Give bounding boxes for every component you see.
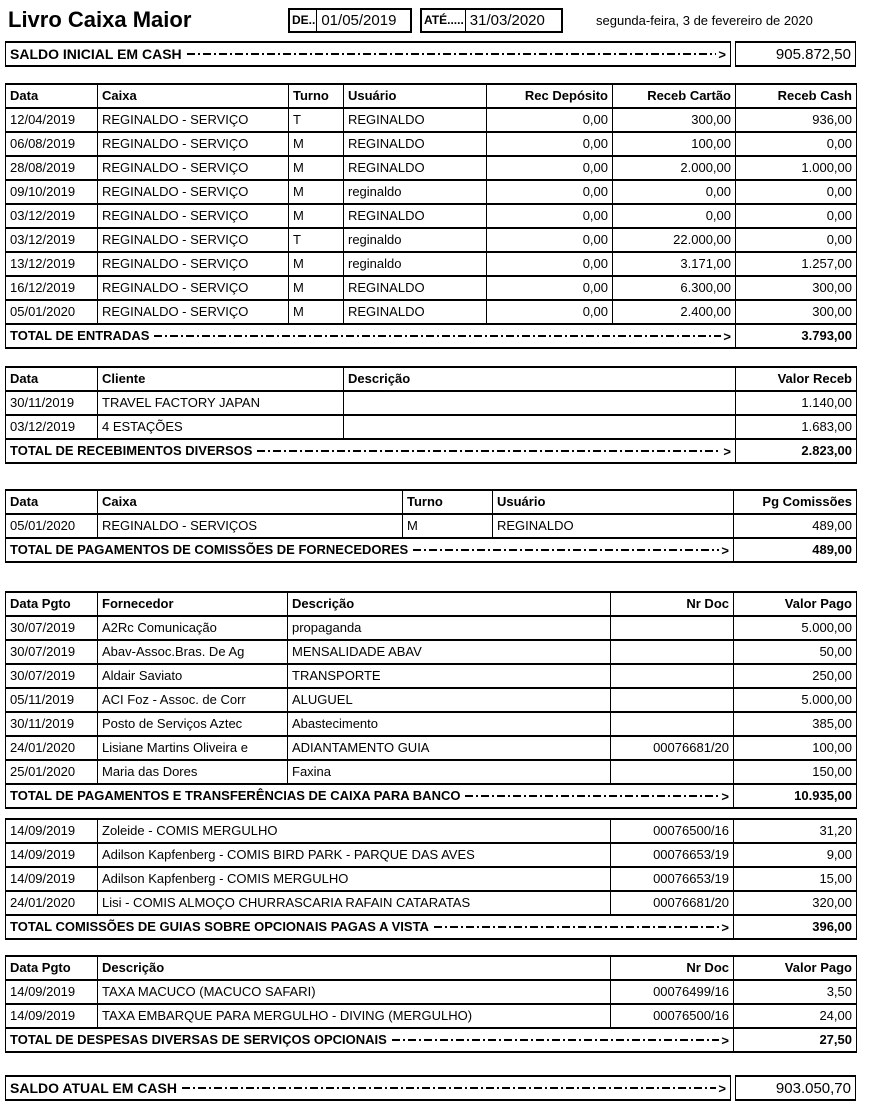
column-header: Receb Cartão — [613, 84, 736, 108]
cell-data: 03/12/2019 — [6, 204, 98, 228]
cell-rec_deposito: 0,00 — [487, 228, 613, 252]
arrow-icon: > — [718, 1080, 726, 1096]
cell-caixa: REGINALDO - SERVIÇO — [98, 180, 289, 204]
table-row — [6, 688, 857, 712]
cell-nr_doc: 00076681/20 — [611, 891, 734, 915]
cell-receb_cartao: 22.000,00 — [613, 228, 736, 252]
table-row — [6, 736, 857, 760]
cell-nr_doc: 00076499/16 — [611, 980, 734, 1004]
date-to-input[interactable]: 31/03/2020 — [469, 11, 545, 29]
cell-data: 14/09/2019 — [6, 843, 98, 867]
date-from-label: DE.. — [290, 10, 317, 31]
column-header: Descrição — [288, 592, 611, 616]
column-header: Data — [6, 490, 98, 514]
table-row — [6, 980, 857, 1004]
cell-nr_doc: 00076500/16 — [611, 819, 734, 843]
cell-descricao: Lisi - COMIS ALMOÇO CHURRASCARIA RAFAIN CATARATAS — [98, 891, 611, 915]
cell-turno: M — [289, 132, 344, 156]
table-row — [6, 252, 857, 276]
cell-fornecedor: A2Rc Comunicação — [98, 616, 288, 640]
entradas-total-value: 3.793,00 — [736, 324, 857, 348]
dash-leader — [465, 795, 719, 797]
column-header: Valor Pago — [734, 956, 857, 980]
cell-fornecedor: Abav-Assoc.Bras. De Ag — [98, 640, 288, 664]
cell-descricao — [344, 415, 736, 439]
table-row — [6, 819, 857, 843]
print-date: segunda-feira, 3 de fevereiro de 2020 — [596, 12, 813, 28]
cell-data: 03/12/2019 — [6, 228, 98, 252]
column-header: Turno — [289, 84, 344, 108]
saldo-atual-label-box — [5, 1075, 731, 1101]
cell-caixa: REGINALDO - SERVIÇO — [98, 300, 289, 324]
cell-nr_doc — [611, 640, 734, 664]
recebimentos-total-row — [6, 439, 857, 463]
cell-data: 03/12/2019 — [6, 415, 98, 439]
cell-receb_cash: 1.000,00 — [736, 156, 857, 180]
cell-valor: 9,00 — [734, 843, 857, 867]
column-header: Data Pgto — [6, 956, 98, 980]
cell-descricao: Abastecimento — [288, 712, 611, 736]
table-row — [6, 415, 857, 439]
pagamentos-table — [5, 591, 857, 809]
cell-descricao: Adilson Kapfenberg - COMIS MERGULHO — [98, 867, 611, 891]
dash-leader — [182, 1087, 716, 1089]
saldo-inicial-label: SALDO INICIAL EM CASH — [10, 46, 182, 62]
cell-cliente: TRAVEL FACTORY JAPAN — [98, 391, 344, 415]
cell-caixa: REGINALDO - SERVIÇO — [98, 228, 289, 252]
table-row — [6, 712, 857, 736]
cell-descricao — [344, 391, 736, 415]
cell-usuario: REGINALDO — [344, 108, 487, 132]
column-header: Valor Receb — [736, 367, 857, 391]
table-row — [6, 204, 857, 228]
cell-valor: 489,00 — [734, 514, 857, 538]
arrow-icon: > — [721, 1032, 729, 1048]
table-row — [6, 891, 857, 915]
cell-receb_cartao: 2.000,00 — [613, 156, 736, 180]
cell-nr_doc — [611, 688, 734, 712]
column-header: Data Pgto — [6, 592, 98, 616]
cell-caixa: REGINALDO - SERVIÇO — [98, 204, 289, 228]
cell-caixa: REGINALDO - SERVIÇO — [98, 108, 289, 132]
cell-nr_doc — [611, 616, 734, 640]
comissoes-fornecedores-total-row — [6, 538, 857, 562]
cell-fornecedor: Aldair Saviato — [98, 664, 288, 688]
cell-data: 16/12/2019 — [6, 276, 98, 300]
cell-usuario: REGINALDO — [344, 132, 487, 156]
cell-turno: M — [289, 156, 344, 180]
cell-descricao: TAXA EMBARQUE PARA MERGULHO - DIVING (MERGULHO) — [98, 1004, 611, 1028]
cell-data: 14/09/2019 — [6, 867, 98, 891]
cell-nr_doc: 00076653/19 — [611, 867, 734, 891]
arrow-icon: > — [723, 443, 731, 459]
cell-valor: 5.000,00 — [734, 688, 857, 712]
cell-turno: M — [403, 514, 493, 538]
cell-rec_deposito: 0,00 — [487, 108, 613, 132]
table-row — [6, 640, 857, 664]
cell-rec_deposito: 0,00 — [487, 132, 613, 156]
cell-valor: 385,00 — [734, 712, 857, 736]
table-row — [6, 664, 857, 688]
entradas-total-label: TOTAL DE ENTRADAS — [10, 328, 150, 343]
cell-data: 28/08/2019 — [6, 156, 98, 180]
dash-leader — [413, 549, 719, 551]
cell-receb_cartao: 100,00 — [613, 132, 736, 156]
cell-descricao: TAXA MACUCO (MACUCO SAFARI) — [98, 980, 611, 1004]
table-row — [6, 276, 857, 300]
cell-valor: 3,50 — [734, 980, 857, 1004]
table-row — [6, 300, 857, 324]
table-row — [6, 132, 857, 156]
cell-nr_doc: 00076653/19 — [611, 843, 734, 867]
cell-receb_cartao: 0,00 — [613, 180, 736, 204]
recebimentos-header-row — [6, 367, 857, 391]
cell-data: 09/10/2019 — [6, 180, 98, 204]
comissoes-fornecedores-table — [5, 489, 857, 563]
cell-valor: 100,00 — [734, 736, 857, 760]
cell-data: 30/07/2019 — [6, 664, 98, 688]
cell-caixa: REGINALDO - SERVIÇO — [98, 276, 289, 300]
cell-usuario: reginaldo — [344, 180, 487, 204]
table-row — [6, 180, 857, 204]
pagamentos-total-value: 10.935,00 — [734, 784, 857, 808]
table-row — [6, 616, 857, 640]
cell-rec_deposito: 0,00 — [487, 156, 613, 180]
cell-receb_cash: 300,00 — [736, 300, 857, 324]
cell-descricao: TRANSPORTE — [288, 664, 611, 688]
cell-usuario: REGINALDO — [344, 156, 487, 180]
pagamentos-total-label: TOTAL DE PAGAMENTOS E TRANSFERÊNCIAS DE CAIXA PARA BANCO — [10, 788, 461, 803]
despesas-total-value: 27,50 — [734, 1028, 857, 1052]
comissoes-guias-total-row — [6, 915, 857, 939]
cell-data: 25/01/2020 — [6, 760, 98, 784]
saldo-inicial-row — [5, 41, 856, 67]
cell-data: 13/12/2019 — [6, 252, 98, 276]
cell-nr_doc — [611, 760, 734, 784]
dash-leader — [257, 450, 721, 452]
cell-nr_doc: 00076681/20 — [611, 736, 734, 760]
comissoes-fornecedores-total-label: TOTAL DE PAGAMENTOS DE COMISSÕES DE FORNECEDORES — [10, 542, 409, 557]
cell-valor: 50,00 — [734, 640, 857, 664]
date-from-field — [288, 8, 412, 33]
entradas-total-row — [6, 324, 857, 348]
cell-data: 06/08/2019 — [6, 132, 98, 156]
comissoes-fornecedores-total-value: 489,00 — [734, 538, 857, 562]
saldo-atual-value: 903.050,70 — [735, 1075, 856, 1101]
cell-turno: T — [289, 108, 344, 132]
column-header: Nr Doc — [611, 956, 734, 980]
cell-valor: 24,00 — [734, 1004, 857, 1028]
cell-receb_cartao: 6.300,00 — [613, 276, 736, 300]
recebimentos-total-value: 2.823,00 — [736, 439, 857, 463]
cell-valor: 1.683,00 — [736, 415, 857, 439]
column-header: Pg Comissões — [734, 490, 857, 514]
despesas-total-row — [6, 1028, 857, 1052]
cell-valor: 250,00 — [734, 664, 857, 688]
cell-nr_doc: 00076500/16 — [611, 1004, 734, 1028]
cell-fornecedor: Maria das Dores — [98, 760, 288, 784]
cell-data: 30/11/2019 — [6, 712, 98, 736]
cell-descricao: ALUGUEL — [288, 688, 611, 712]
dash-leader — [392, 1039, 720, 1041]
entradas-header-row — [6, 84, 857, 108]
table-row — [6, 1004, 857, 1028]
comissoes-guias-total-value: 396,00 — [734, 915, 857, 939]
saldo-atual-label: SALDO ATUAL EM CASH — [10, 1080, 177, 1096]
cell-data: 24/01/2020 — [6, 736, 98, 760]
column-header: Nr Doc — [611, 592, 734, 616]
cell-receb_cash: 0,00 — [736, 132, 857, 156]
date-from-input[interactable]: 01/05/2019 — [321, 11, 397, 29]
cell-usuario: REGINALDO — [493, 514, 734, 538]
cell-data: 30/07/2019 — [6, 640, 98, 664]
comissoes-guias-total-label: TOTAL COMISSÕES DE GUIAS SOBRE OPCIONAIS PAGAS A VISTA — [10, 919, 429, 934]
cell-caixa: REGINALDO - SERVIÇO — [98, 132, 289, 156]
despesas-total-label: TOTAL DE DESPESAS DIVERSAS DE SERVIÇOS OPCIONAIS — [10, 1032, 387, 1047]
arrow-icon: > — [721, 919, 729, 935]
cell-rec_deposito: 0,00 — [487, 276, 613, 300]
column-header: Data — [6, 367, 98, 391]
column-header: Turno — [403, 490, 493, 514]
saldo-inicial-label-box — [5, 41, 731, 67]
table-row — [6, 867, 857, 891]
cell-fornecedor: Lisiane Martins Oliveira e — [98, 736, 288, 760]
dash-leader — [154, 335, 721, 337]
cell-valor: 5.000,00 — [734, 616, 857, 640]
recebimentos-total-label: TOTAL DE RECEBIMENTOS DIVERSOS — [10, 443, 253, 458]
entradas-table — [5, 83, 857, 349]
saldo-inicial-value: 905.872,50 — [735, 41, 856, 67]
cell-valor: 15,00 — [734, 867, 857, 891]
cell-usuario: reginaldo — [344, 252, 487, 276]
cell-receb_cash: 0,00 — [736, 204, 857, 228]
cell-caixa: REGINALDO - SERVIÇO — [98, 156, 289, 180]
cell-turno: M — [289, 300, 344, 324]
despesas-header-row — [6, 956, 857, 980]
column-header: Valor Pago — [734, 592, 857, 616]
cell-descricao: Faxina — [288, 760, 611, 784]
cell-receb_cartao: 300,00 — [613, 108, 736, 132]
table-row — [6, 108, 857, 132]
cell-rec_deposito: 0,00 — [487, 252, 613, 276]
cell-cliente: 4 ESTAÇÕES — [98, 415, 344, 439]
page-title: Livro Caixa Maior — [8, 7, 192, 32]
cell-data: 14/09/2019 — [6, 819, 98, 843]
cell-caixa: REGINALDO - SERVIÇOS — [98, 514, 403, 538]
column-header: Rec Depósito — [487, 84, 613, 108]
cell-rec_deposito: 0,00 — [487, 300, 613, 324]
cell-descricao: MENSALIDADE ABAV — [288, 640, 611, 664]
table-row — [6, 156, 857, 180]
despesas-table — [5, 955, 857, 1053]
cell-receb_cash: 0,00 — [736, 228, 857, 252]
report-header — [5, 5, 862, 35]
cell-data: 05/01/2020 — [6, 300, 98, 324]
cell-receb_cartao: 2.400,00 — [613, 300, 736, 324]
comissoes-fornecedores-header-row — [6, 490, 857, 514]
arrow-icon: > — [718, 46, 726, 62]
pagamentos-header-row — [6, 592, 857, 616]
table-row — [6, 391, 857, 415]
cell-rec_deposito: 0,00 — [487, 204, 613, 228]
cell-nr_doc — [611, 712, 734, 736]
cell-usuario: REGINALDO — [344, 276, 487, 300]
cell-data: 05/01/2020 — [6, 514, 98, 538]
cell-usuario: REGINALDO — [344, 300, 487, 324]
column-header: Caixa — [98, 490, 403, 514]
date-to-label: ATÉ..... — [422, 10, 466, 31]
recebimentos-table — [5, 366, 857, 464]
cell-fornecedor: ACI Foz - Assoc. de Corr — [98, 688, 288, 712]
cell-data: 05/11/2019 — [6, 688, 98, 712]
cell-descricao: Adilson Kapfenberg - COMIS BIRD PARK - PARQUE DAS AVES — [98, 843, 611, 867]
cell-receb_cash: 1.257,00 — [736, 252, 857, 276]
dash-leader — [434, 926, 719, 928]
column-header: Descrição — [344, 367, 736, 391]
arrow-icon: > — [721, 788, 729, 804]
table-row — [6, 228, 857, 252]
table-row — [6, 843, 857, 867]
column-header: Data — [6, 84, 98, 108]
cell-data: 14/09/2019 — [6, 1004, 98, 1028]
cell-valor: 1.140,00 — [736, 391, 857, 415]
cell-turno: M — [289, 204, 344, 228]
cell-data: 30/07/2019 — [6, 616, 98, 640]
column-header: Cliente — [98, 367, 344, 391]
column-header: Receb Cash — [736, 84, 857, 108]
cell-caixa: REGINALDO - SERVIÇO — [98, 252, 289, 276]
cell-data: 30/11/2019 — [6, 391, 98, 415]
cell-descricao: propaganda — [288, 616, 611, 640]
cell-receb_cash: 0,00 — [736, 180, 857, 204]
cell-receb_cash: 936,00 — [736, 108, 857, 132]
comissoes-guias-table — [5, 818, 857, 940]
cell-receb_cartao: 3.171,00 — [613, 252, 736, 276]
table-row — [6, 514, 857, 538]
cell-usuario: reginaldo — [344, 228, 487, 252]
date-to-field — [420, 8, 563, 33]
arrow-icon: > — [721, 542, 729, 558]
cell-turno: M — [289, 276, 344, 300]
dash-leader — [187, 53, 717, 55]
cell-valor: 31,20 — [734, 819, 857, 843]
cell-turno: T — [289, 228, 344, 252]
pagamentos-total-row — [6, 784, 857, 808]
arrow-icon: > — [723, 328, 731, 344]
column-header: Descrição — [98, 956, 611, 980]
column-header: Usuário — [493, 490, 734, 514]
cell-usuario: REGINALDO — [344, 204, 487, 228]
cell-fornecedor: Posto de Serviços Aztec — [98, 712, 288, 736]
cell-receb_cash: 300,00 — [736, 276, 857, 300]
cell-data: 24/01/2020 — [6, 891, 98, 915]
saldo-atual-row — [5, 1075, 856, 1101]
column-header: Usuário — [344, 84, 487, 108]
cell-turno: M — [289, 252, 344, 276]
cell-descricao: Zoleide - COMIS MERGULHO — [98, 819, 611, 843]
cell-nr_doc — [611, 664, 734, 688]
cell-rec_deposito: 0,00 — [487, 180, 613, 204]
cell-valor: 320,00 — [734, 891, 857, 915]
cell-turno: M — [289, 180, 344, 204]
column-header: Caixa — [98, 84, 289, 108]
cell-data: 14/09/2019 — [6, 980, 98, 1004]
cell-receb_cartao: 0,00 — [613, 204, 736, 228]
cell-descricao: ADIANTAMENTO GUIA — [288, 736, 611, 760]
column-header: Fornecedor — [98, 592, 288, 616]
table-row — [6, 760, 857, 784]
cell-valor: 150,00 — [734, 760, 857, 784]
cell-data: 12/04/2019 — [6, 108, 98, 132]
